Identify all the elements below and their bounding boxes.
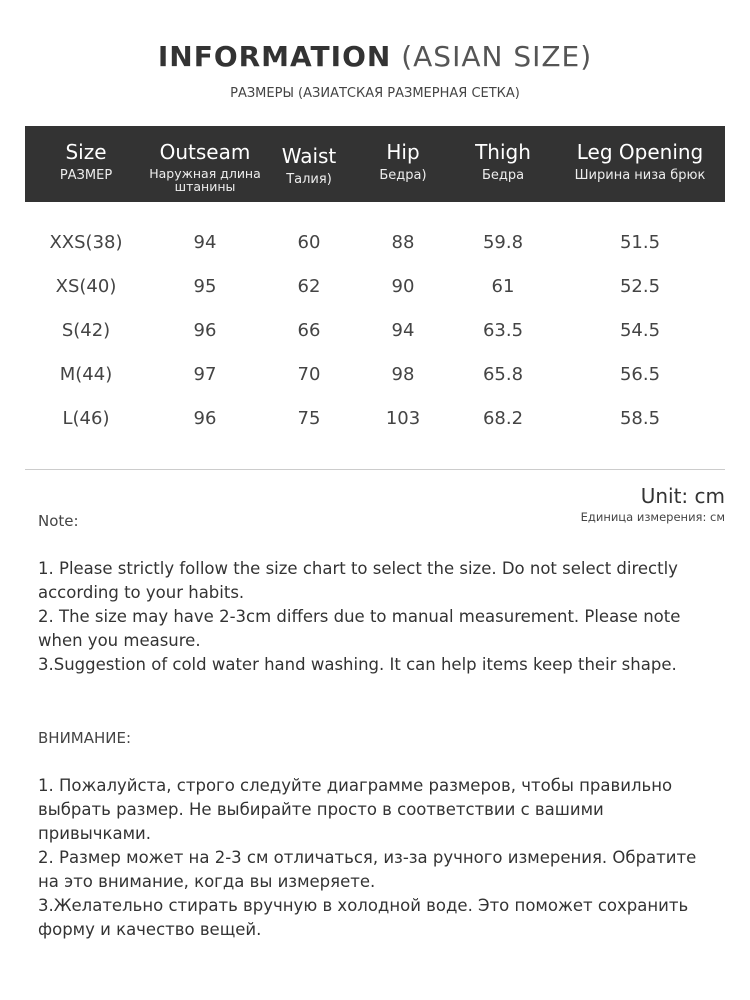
cell-outseam: 95	[193, 276, 217, 297]
header-waist	[265, 126, 353, 202]
header-waist-sublabel: Талия)	[286, 172, 332, 187]
header-size-label: Size	[65, 140, 107, 164]
cell-size: M(44)	[59, 364, 113, 385]
table-row	[25, 232, 725, 262]
note-item: 3.Желательно стирать вручную в холодной воде. Это поможет сохранить форму и качество вещей.	[38, 896, 689, 939]
cell-leg-opening: 58.5	[619, 408, 661, 429]
cell-leg-opening: 54.5	[619, 320, 661, 341]
header-outseam-sublabel: Наружная длина штанины	[149, 166, 261, 194]
cell-leg-opening: 52.5	[619, 276, 661, 297]
section-divider	[25, 469, 725, 470]
note-item: 2. The size may have 2-3cm differs due to manual measurement. Please note when you measure.	[38, 607, 681, 650]
cell-size: XXS(38)	[49, 232, 123, 253]
cell-leg-opening: 51.5	[619, 232, 661, 253]
cell-size: S(42)	[61, 320, 111, 341]
cell-hip: 103	[385, 408, 421, 429]
title-light: (ASIAN SIZE)	[401, 40, 593, 73]
table-row	[25, 364, 725, 394]
header-leg-opening-label: Leg Opening	[576, 140, 704, 164]
header-outseam	[137, 126, 273, 202]
header-waist-label: Waist	[281, 144, 337, 168]
cell-waist: 66	[297, 320, 321, 341]
size-table-header	[25, 126, 725, 202]
header-leg-opening-sublabel: Ширина низа брюк	[574, 168, 706, 183]
unit-sublabel: Единица измерения: см	[580, 510, 725, 524]
cell-outseam: 97	[193, 364, 217, 385]
cell-hip: 88	[391, 232, 415, 253]
notes-english	[38, 557, 718, 677]
cell-hip: 94	[391, 320, 415, 341]
cell-size: L(46)	[62, 408, 110, 429]
unit-label: Unit: cm	[640, 484, 725, 508]
header-size	[25, 126, 147, 202]
header-leg-opening	[559, 126, 721, 202]
page-subtitle: РАЗМЕРЫ (АЗИАТСКАЯ РАЗМЕРНАЯ СЕТКА)	[230, 86, 520, 101]
cell-outseam: 96	[193, 320, 217, 341]
cell-waist: 75	[297, 408, 321, 429]
vnimanie-label: ВНИМАНИЕ:	[38, 729, 132, 747]
cell-thigh: 61	[491, 276, 515, 297]
notes-russian	[38, 774, 718, 942]
cell-outseam: 94	[193, 232, 217, 253]
cell-size: XS(40)	[55, 276, 117, 297]
cell-waist: 70	[297, 364, 321, 385]
cell-leg-opening: 56.5	[619, 364, 661, 385]
note-item: 2. Размер может на 2-3 см отличаться, из-за ручного измерения. Обратите на это внимание, когда вы измеряете.	[38, 848, 697, 891]
table-row	[25, 408, 725, 438]
header-hip-label: Hip	[386, 140, 420, 164]
table-row	[25, 320, 725, 350]
cell-thigh: 59.8	[482, 232, 524, 253]
header-outseam-label: Outseam	[159, 140, 251, 164]
note-item: 1. Пожалуйста, строго следуйте диаграмме размеров, чтобы правильно выбрать размер. Не выбирайте просто в соответствии с вашими привычками.	[38, 776, 673, 843]
note-item: 1. Please strictly follow the size chart to select the size. Do not select directly according to your habits.	[38, 559, 678, 602]
cell-thigh: 65.8	[482, 364, 524, 385]
table-row	[25, 276, 725, 306]
header-thigh-sublabel: Бедра	[481, 168, 525, 183]
cell-thigh: 63.5	[482, 320, 524, 341]
cell-hip: 98	[391, 364, 415, 385]
cell-thigh: 68.2	[482, 408, 524, 429]
header-hip	[355, 126, 451, 202]
cell-hip: 90	[391, 276, 415, 297]
header-size-sublabel: РАЗМЕР	[59, 168, 113, 183]
header-thigh	[453, 126, 553, 202]
note-label: Note:	[38, 512, 79, 530]
cell-outseam: 96	[193, 408, 217, 429]
title-bold: INFORMATION	[157, 40, 392, 73]
header-thigh-label: Thigh	[475, 140, 531, 164]
page-title	[0, 40, 750, 73]
note-item: 3.Suggestion of cold water hand washing. It can help items keep their shape.	[38, 655, 677, 674]
header-hip-sublabel: Бедра)	[379, 168, 427, 183]
cell-waist: 62	[297, 276, 321, 297]
cell-waist: 60	[297, 232, 321, 253]
